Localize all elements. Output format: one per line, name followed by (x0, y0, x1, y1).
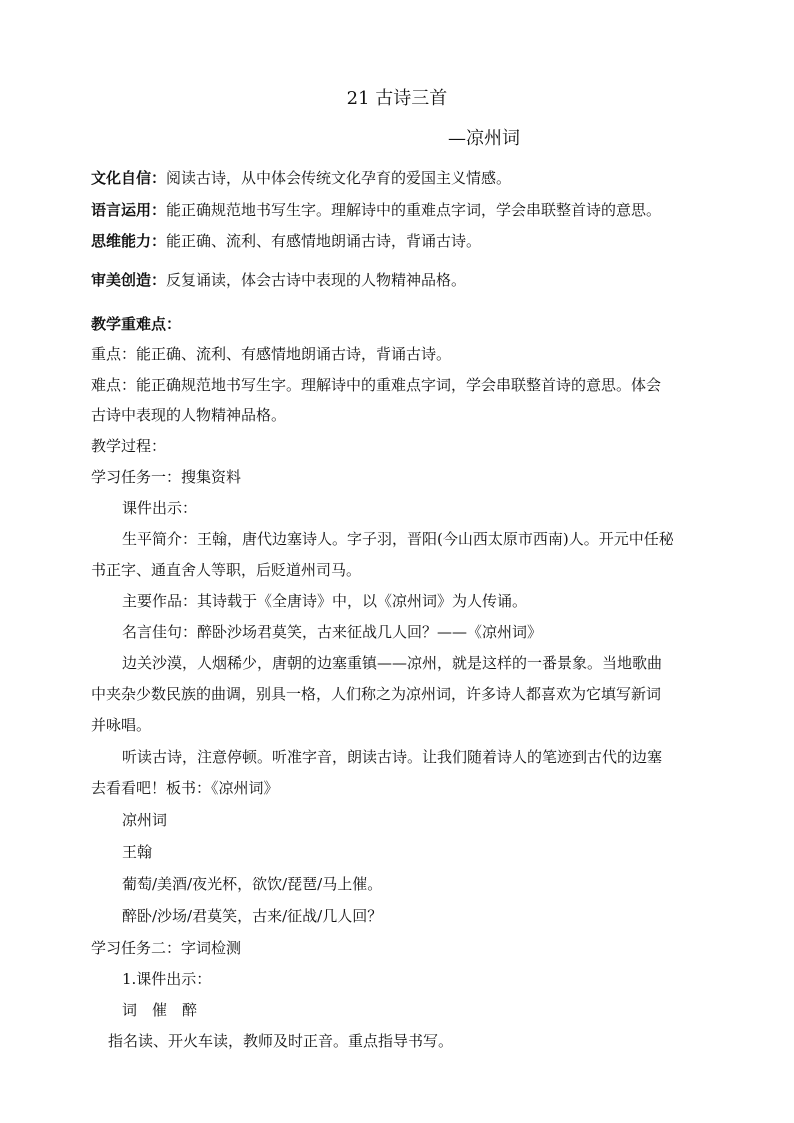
poem-line-1: 葡萄/美酒/夜光杯，欲饮/琵琶/马上催。 (122, 875, 383, 893)
frontier-line-2: 中夹杂少数民族的曲调，别具一格，人们称之为凉州词，许多诗人都喜欢为它填写新词 (91, 685, 662, 703)
goal-culture (91, 168, 711, 188)
task-1-heading: 学习任务一：搜集资料 (91, 468, 242, 486)
goal-label: 审美创造： (91, 271, 167, 289)
process-heading: 教学过程： (91, 437, 167, 455)
key-point: 重点：能正确、流利、有感情地朗诵古诗，背诵古诗。 (91, 345, 452, 363)
works-line: 主要作品：其诗载于《全唐诗》中，以《凉州词》为人传诵。 (122, 592, 528, 610)
goal-label: 思维能力： (91, 232, 167, 250)
goal-label: 语言运用： (91, 201, 167, 219)
goal-language (91, 200, 711, 220)
frontier-line-3: 并咏唱。 (91, 716, 152, 734)
poem-author: 王翰 (122, 843, 153, 861)
frontier-line-1: 边关沙漠，人烟稀少，唐朝的边塞重镇——凉州，就是这样的一番景象。当地歌曲 (122, 654, 663, 672)
poem-title: 凉州词 (122, 811, 168, 829)
bio-line-1: 生平简介：王翰，唐代边塞诗人。字子羽，晋阳(今山西太原市西南)人。开元中任秘 (122, 530, 674, 548)
goal-aesthetic (91, 270, 711, 290)
difficulty-line-2: 古诗中表现的人物精神品格。 (91, 406, 287, 424)
goal-thinking (91, 231, 711, 251)
courseware-2-label: 1.课件出示： (122, 970, 212, 988)
difficulty-line-1: 难点：能正确规范地书写生字。理解诗中的重难点字词，学会串联整首诗的意思。体会 (91, 376, 662, 394)
task-2-heading: 学习任务二：字词检测 (91, 939, 242, 957)
listen-line-2: 去看看吧！板书：《凉州词》 (91, 779, 279, 797)
reading-line: 指名读、开火车读，教师及时正音。重点指导书写。 (108, 1032, 454, 1050)
goal-text: 能正确规范地书写生字。理解诗中的重难点字词，学会串联整首诗的意思。 (166, 201, 662, 219)
listen-line-1: 听读古诗，注意停顿。听准字音，朗读古诗。让我们随着诗人的笔迹到古代的边塞 (122, 748, 663, 766)
poem-line-2: 醉卧/沙场/君莫笑，古来/征战/几人回？ (122, 907, 383, 925)
key-heading: 教学重难点： (91, 315, 182, 333)
courseware-label: 课件出示： (122, 499, 198, 517)
document-title: 21 古诗三首 (346, 88, 448, 109)
goal-text: 反复诵读，体会古诗中表现的人物精神品格。 (166, 271, 467, 289)
bio-line-2: 书正字、通直舍人等职，后贬道州司马。 (91, 561, 362, 579)
quote-line: 名言佳句：醉卧沙场君莫笑，古来征战几人回？——《凉州词》 (122, 623, 543, 641)
goal-text: 能正确、流利、有感情地朗诵古诗，背诵古诗。 (166, 232, 482, 250)
goal-text: 阅读古诗，从中体会传统文化孕育的爱国主义情感。 (166, 169, 512, 187)
goal-label: 文化自信： (91, 169, 167, 187)
document-subtitle: —凉州词 (448, 128, 520, 149)
characters-line: 词 催 醉 (122, 1001, 198, 1019)
